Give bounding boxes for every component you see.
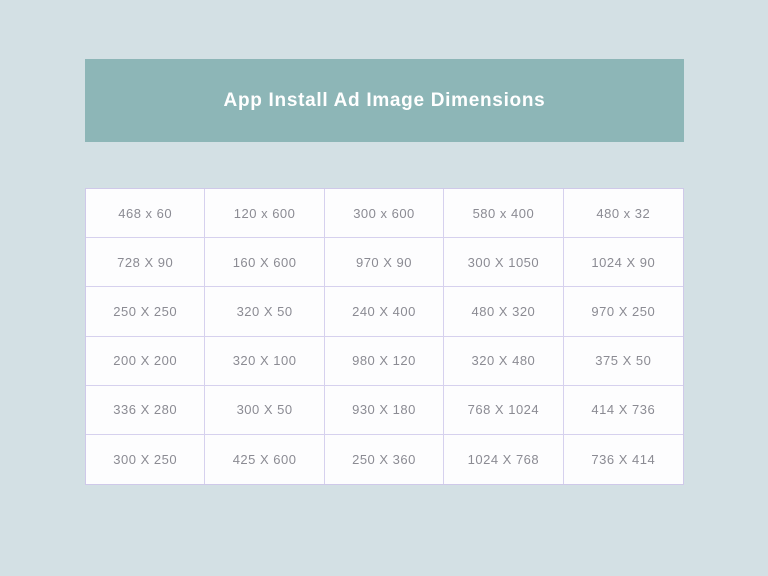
ad-dimensions-table: [85, 188, 684, 485]
dimension-cell: 250 X 250: [86, 287, 205, 336]
dimension-cell: 980 X 120: [325, 337, 444, 386]
dimension-cell: 480 X 320: [444, 287, 563, 336]
dimension-cell: 768 X 1024: [444, 386, 563, 435]
dimension-cell: 200 X 200: [86, 337, 205, 386]
dimension-cell: 300 X 250: [86, 435, 205, 484]
dimension-cell: 320 X 50: [205, 287, 324, 336]
dimension-cell: 580 x 400: [444, 189, 563, 238]
dimension-cell: 300 X 50: [205, 386, 324, 435]
dimension-cell: 414 X 736: [564, 386, 683, 435]
dimension-cell: 970 X 90: [325, 238, 444, 287]
dimension-cell: 375 X 50: [564, 337, 683, 386]
dimension-cell: 160 X 600: [205, 238, 324, 287]
page-title: App Install Ad Image Dimensions: [223, 89, 546, 111]
dimension-cell: 1024 X 768: [444, 435, 563, 484]
dimension-cell: 336 X 280: [86, 386, 205, 435]
dimension-cell: 425 X 600: [205, 435, 324, 484]
dimension-cell: 728 X 90: [86, 238, 205, 287]
dimension-cell: 300 x 600: [325, 189, 444, 238]
dimension-cell: 930 X 180: [325, 386, 444, 435]
dimension-cell: 250 X 360: [325, 435, 444, 484]
dimension-cell: 320 X 100: [205, 337, 324, 386]
dimension-cell: 300 X 1050: [444, 238, 563, 287]
dimension-cell: 970 X 250: [564, 287, 683, 336]
dimension-cell: 480 x 32: [564, 189, 683, 238]
title-banner: [85, 59, 684, 142]
dimension-cell: 736 X 414: [591, 451, 656, 467]
dimension-cell: 240 X 400: [325, 287, 444, 336]
dimension-cell: 468 x 60: [86, 189, 205, 238]
dimension-cell: 1024 X 90: [564, 238, 683, 287]
dimension-cell: 320 X 480: [444, 337, 563, 386]
dimension-cell: 120 x 600: [205, 189, 324, 238]
